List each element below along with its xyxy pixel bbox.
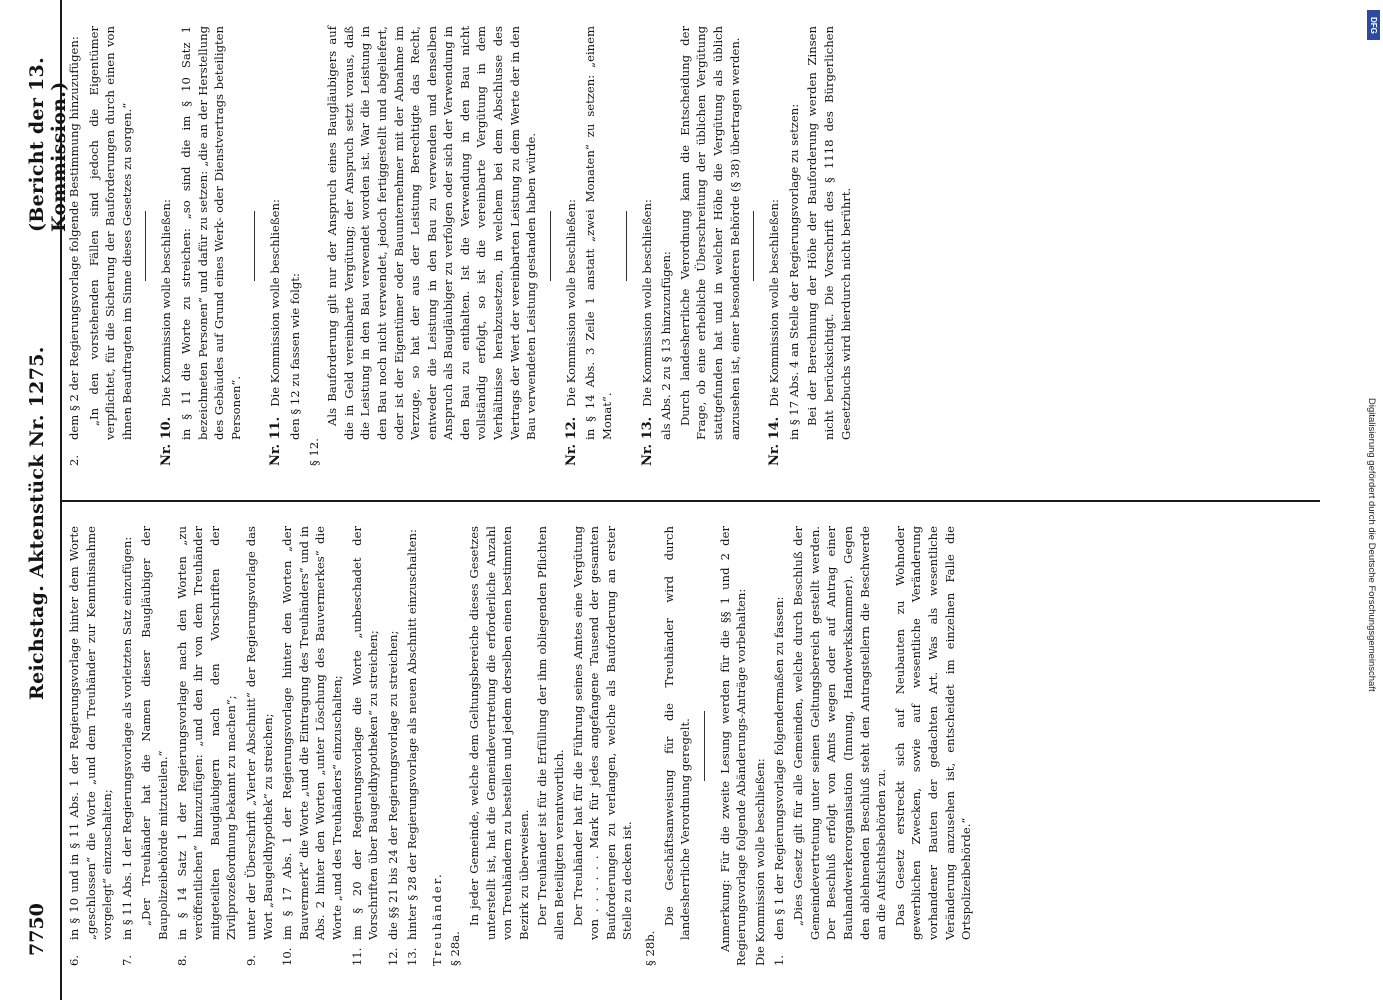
body-text: In jeder Gemeinde, welche dem Geltungsbereiche dieses Gesetzes unterstellt ist, hat die Gemeindevertretung die erforderliche Anzahl von Treuhändern zu bestellen und jedem derselben einen bestimmten Bezirk zu überweisen. (467, 526, 531, 940)
note-text: Anmerkung: Für die zweite Lesung werden für die §§ 1 und 2 der Regierungsvorlage folgende Abänderungs-Anträge vorbehalten: (717, 526, 749, 966)
list-item (349, 526, 382, 966)
nr-label: Nr. 11. (268, 416, 284, 466)
body-text: in § 14 Abs. 3 Zeile 1 anstatt „zwei Monaten“ zu setzen: „einem Monat“. (583, 26, 615, 440)
left-column (66, 526, 977, 966)
nr-label: Nr. 14. (767, 416, 783, 466)
item-text: in § 11 Abs. 1 der Regierungsvorlage als vorletzten Satz einzufügen: (119, 536, 134, 940)
separator (626, 211, 627, 281)
item-number: 7. (119, 954, 134, 966)
nr-text: Die Kommission wolle beschließen: (767, 199, 782, 407)
list-item (119, 526, 136, 966)
nr-text: Die Kommission wolle beschließen: (563, 199, 578, 407)
item-number: 6. (67, 954, 81, 966)
item-number: 1. (771, 954, 786, 966)
body-text: den § 12 zu fassen wie folgt: (287, 273, 302, 440)
digitization-credit: Digitalisierung gefördert durch die Deutsche Forschungsgemeinschaft (1366, 398, 1377, 692)
item-number: 11. (349, 947, 364, 966)
quote-text: „In den vorstehenden Fällen sind jedoch die Eigentümer verpflichtet, für die Sicherung der Bauforderungen durch einen von ihnen Beauftragten im Sinne dieses Gesetzes zu sorgen.“ (86, 26, 134, 440)
body-text: als Abs. 2 zu § 13 hinzuzufügen: (659, 251, 674, 440)
paragraph-heading: § 28b. (643, 930, 657, 966)
page-number: 7750 (26, 903, 48, 956)
item-number: 13. (405, 947, 420, 966)
paragraph-heading: § 28a. (448, 931, 463, 966)
item-text: im § 20 der Regierungsvorlage die Worte „unbeschadet der Vorschriften über Baugeldhypotheken“ zu streichen; (349, 526, 381, 940)
quote-text: Bei der Berechnung der Höhe der Bauforderung werden Zinsen nicht berücksichtigt. Die Vorschrift des § 1118 des Bürgerlichen Gesetzbuchs wird hierdurch nicht berührt. (805, 26, 853, 440)
body-text: in § 17 Abs. 4 an Stelle der Regierungsvorlage zu setzen: (786, 103, 801, 440)
separator (753, 211, 754, 281)
page-header (0, 0, 70, 1000)
separator (704, 711, 705, 781)
quote-text: „Der Treuhänder hat die Namen dieser Baugläubiger der Baupolizeibehörde mitzuteilen.“ (139, 526, 170, 940)
item-text: dem § 2 der Regierungsvorlage folgende Bestimmung hinzuzufügen: (67, 36, 81, 440)
item-text: unter der Überschrift „Vierter Abschnitt“ der Regierungsvorlage das Wort „Baugeldhypothek“ zu streichen; (243, 526, 275, 940)
header-report: (Bericht der 13. Kommission.) (26, 57, 70, 232)
nr10-heading (158, 26, 176, 466)
item-number: 12. (385, 947, 400, 966)
header-title: Reichstag. Aktenstück Nr. 1275. (26, 346, 48, 700)
list-item (66, 26, 83, 466)
nr14-heading (766, 26, 784, 466)
nr12-heading (563, 26, 581, 466)
item-text: in § 10 und in § 11 Abs. 1 der Regierungsvorlage hinter dem Worte „geschlossen“ die Worte „und dem Treuhänder zur Kenntnisnahme vorgelegt“ einzuschalten; (67, 526, 115, 940)
item-text: hinter § 28 der Regierungsvorlage als neuen Abschnitt einzuschalten: (405, 529, 420, 940)
nr-label: Nr. 13. (639, 416, 655, 466)
body-text: Der Treuhänder hat für die Führung seines Amtes eine Vergütung von . . . . . . Mark für jedes angefangene Tausend der gesamten Bauforderungen zu verlangen, welche als Bauforderung an erster Stelle zu decken ist. (570, 526, 635, 940)
separator (145, 211, 146, 281)
right-column (66, 26, 856, 466)
quote-text: „Dies Gesetz gilt für alle Gemeinden, welche durch Beschluß der Gemeindevertretung unter seinen Geltungsbereich gestellt werden. Der Beschluß erfolgt von Amts wegen oder auf Antrag einer Bauhandwerkerorganisation (Innung, Handwerkskammer). Gegen den ablehnenden Beschluß steht den Antragstellern die Beschwerde an die Aufsichtsbehörden zu. (791, 526, 889, 940)
list-item (174, 526, 240, 966)
item-text: den § 1 der Regierungsvorlage folgendermaßen zu fassen: (771, 596, 786, 940)
separator (254, 211, 255, 281)
quote-text: Das Gesetz erstreckt sich auf Neubauten zu Wohnoder gewerblichen Zwecken, sowie auf wesentliche Veränderung vorhandener Bauten der gedachten Art. Was als wesentliche Veränderung anzusehen ist, entscheidet im einzelnen Falle die Ortspolizeibehörde.“ (892, 526, 974, 940)
list-item (66, 526, 116, 966)
item-number: 9. (243, 954, 258, 966)
nr-label: Nr. 10. (159, 416, 175, 466)
item-number: 2. (67, 454, 81, 466)
nr13-heading (639, 26, 657, 466)
separator (550, 211, 551, 281)
resolution-text: Die Kommission wolle beschließen: (752, 758, 767, 966)
item-number: 8. (174, 954, 189, 966)
quote-text: Durch landesherrliche Verordnung kann die Entscheidung der Frage, ob eine erhebliche Überschreitung der üblichen Vergütung stattgefunden hat und in welcher Höhe die Vergütung als üblich anzusehen ist, einer besonderen Behörde (§ 38) übertragen werden. (677, 26, 742, 440)
column-divider (60, 500, 1320, 502)
list-item (771, 526, 788, 966)
body-text: Der Treuhänder ist für die Erfüllung der ihm obliegenden Pflichten allen Beteiligten verantwortlich. (535, 526, 567, 940)
section-title: Treuhänder. (429, 872, 444, 966)
item-text: im § 17 Abs. 1 der Regierungsvorlage hinter den Worten „der Bauvermerk“ die Worte „und die Eintragung des Treuhänders“ und in Abs. 2 hinter den Worten „unter Löschung des Bauvermerkes“ die Worte „und des Treuhänders“ einzuschalten; (280, 526, 344, 940)
item-text: in § 14 Satz 1 der Regierungsvorlage nach den Worten „zu veröffentlichen“ hinzuzufügen: „und den ihr von dem Treuhänder mitgeteilten Baugläubigern nach den Vorschriften der Zivilprozeßordnung bekannt zu machen“; (174, 526, 239, 940)
body-text: in § 11 die Worte zu streichen: „so sind die im § 10 Satz 1 bezeichneten Personen“ und dafür zu setzen: „die an der Herstellung des Gebäudes auf Grund eines Werk- oder Dienstvertrags beteiligten Personen“. (178, 26, 243, 440)
list-item (404, 526, 421, 966)
nr-text: Die Kommission wolle beschließen: (159, 199, 174, 407)
list-item (279, 526, 345, 966)
item-number: 10. (280, 947, 295, 966)
nr-text: Die Kommission wolle beschließen: (268, 199, 283, 407)
digitization-sidebar (1364, 0, 1383, 1000)
body-text: Die Geschäftsanweisung für die Treuhänder wird durch landesherrliche Verordnung geregelt. (661, 526, 693, 940)
paragraph-heading: § 12. (306, 438, 321, 466)
item-text: die §§ 21 bis 24 der Regierungsvorlage zu streichen; (385, 630, 400, 940)
nr-label: Nr. 12. (563, 416, 579, 466)
body-text: Als Bauforderung gilt nur der Anspruch eines Baugläubigers auf die in Geld vereinbarte Vergütung; der Anspruch setzt voraus, daß die Leistung in den Bau verwendet worden ist. War die Leistung in den Bau noch nicht verwendet, jedoch fertiggestellt und abgeliefert, oder ist der Eigentümer oder Bauunternehmer mit der Abnahme im Verzuge, so hat der aus der Leistung Berechtigte das Recht, entweder die Leistung in den Bau zu verwenden und denselben Anspruch als Baugläubiger zu verfolgen oder sich der Verwendung in den Bau zu enthalten. Ist die Verwendung in den Bau nicht vollständig erfolgt, so ist die vereinbarte Vergütung in dem Verhältnisse herabzusetzen, in welchem bei dem Abschlusse des Vertrags der Wert der vereinbarten Leistung zu dem Werte der in den Bau verwendeten Leistung gestanden haben würde. (325, 26, 539, 440)
nr11-heading (267, 26, 285, 466)
list-item (243, 526, 276, 966)
dfg-logo: DFG (1367, 10, 1380, 40)
nr-text: Die Kommission wolle beschließen: (639, 199, 654, 407)
list-item (385, 526, 402, 966)
